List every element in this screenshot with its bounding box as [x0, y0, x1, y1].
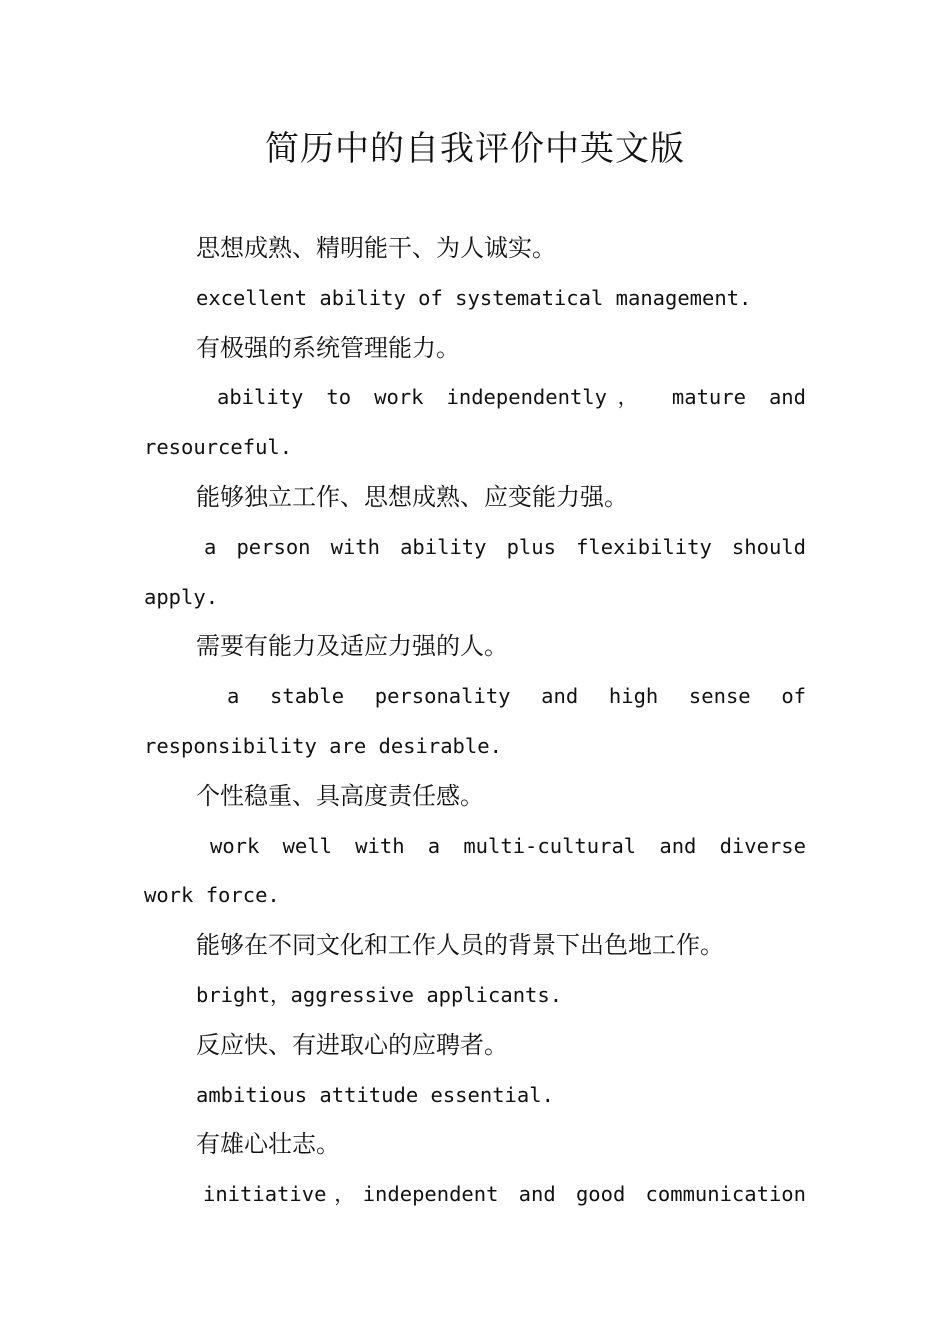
paragraph-en-7: ambitious attitude essential.	[196, 1082, 554, 1107]
paragraph-en-5-line-2: work force.	[144, 883, 280, 908]
document-title: 简历中的自我评价中英文版	[265, 129, 685, 169]
paragraph-en-2-line-2: resourceful.	[144, 435, 293, 460]
paragraph-en-8-line-1: initiative，independent and good communication	[203, 1182, 806, 1207]
paragraph-zh-5: 个性稳重、具高度责任感。	[196, 781, 484, 810]
paragraph-en-1: excellent ability of systematical management.	[196, 285, 752, 310]
paragraph-en-4-line-2: responsibility are desirable.	[144, 733, 502, 758]
paragraph-en-5	[144, 822, 806, 922]
paragraph-en-2	[144, 373, 806, 473]
paragraph-zh-3: 能够独立工作、思想成熟、应变能力强。	[196, 482, 628, 511]
paragraph-en-4-line-1: a stable personality and high sense of	[227, 684, 806, 709]
document-body	[144, 224, 806, 1220]
paragraph-en-2-line-1: ability to work independently， mature and	[217, 385, 806, 410]
paragraph-en-4	[144, 672, 806, 772]
paragraph-en-8	[144, 1170, 806, 1220]
paragraph-en-6: bright，aggressive applicants.	[196, 982, 563, 1007]
paragraph-zh-1: 思想成熟、精明能干、为人诚实。	[196, 234, 556, 262]
paragraph-en-3-line-2: apply.	[144, 584, 219, 609]
paragraph-en-5-line-1: work well with a multi-cultural and diverse	[210, 833, 806, 858]
paragraph-zh-8: 有雄心壮志。	[196, 1130, 340, 1159]
paragraph-en-3	[144, 523, 806, 623]
paragraph-zh-7: 反应快、有进取心的应聘者。	[196, 1030, 508, 1059]
paragraph-en-3-line-1: a person with ability plus flexibility should	[204, 534, 806, 559]
paragraph-zh-2: 有极强的系统管理能力。	[196, 333, 460, 362]
paragraph-zh-4: 需要有能力及适应力强的人。	[196, 632, 508, 661]
paragraph-zh-6: 能够在不同文化和工作人员的背景下出色地工作。	[196, 931, 724, 960]
